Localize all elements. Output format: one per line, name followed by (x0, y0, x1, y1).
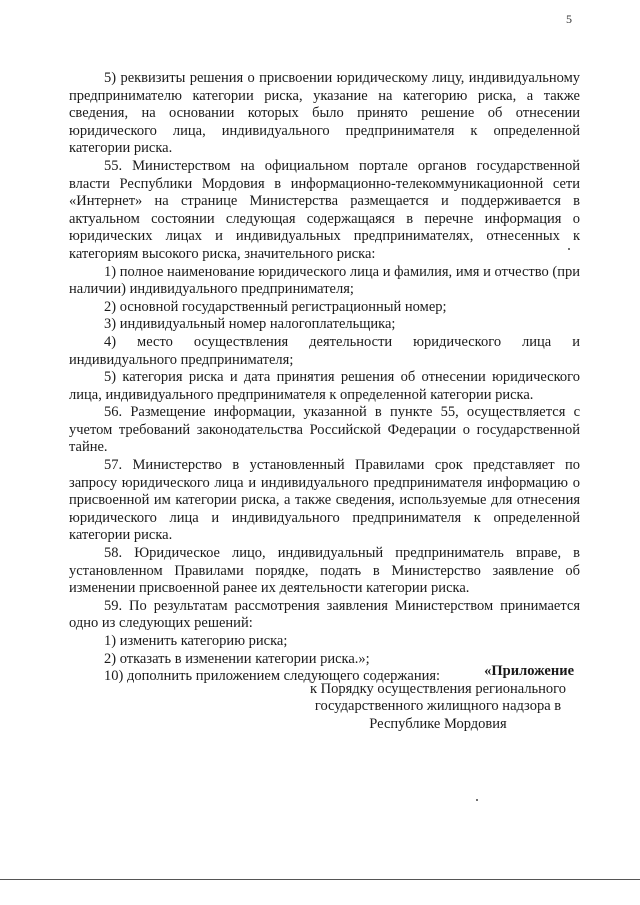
list-item-inn: 3) индивидуальный номер налогоплательщика; (104, 316, 396, 333)
paragraph-55: 55. Министерством на официальном портале органов государственной власти Республики Мордовия в информационно-телекоммуникационной сети «Интернет» на странице Министерства размещается и поддерживается в актуальном состоянии следующая содержащаяся в перечне информация о юридических лицах и индивидуальных предпринимателях, отнесенных к категориям высокого риска, значительного риска: (69, 157, 580, 262)
appendix-title: «Приложение (484, 663, 574, 679)
list-item-place: 4) место осуществления деятельности юридического лица и индивидуального предпринимателя; (69, 333, 580, 368)
scan-edge-line (0, 879, 640, 880)
amendment-item-10: 10) дополнить приложением следующего содержания: (104, 668, 441, 685)
appendix-line-3: Республике Мордовия (369, 715, 507, 732)
paragraph-57: 57. Министерство в установленный Правилами срок представляет по запросу юридического лица и индивидуального предпринимателя информацию о присвоенной им категории риска, а также сведения, используемые для отнесения юридического лица и индивидуального предпринимателя к определенной категории риска. (69, 457, 580, 544)
decision-item-refuse: 2) отказать в изменении категории риска.»; (104, 650, 370, 667)
paragraph-58: 58. Юридическое лицо, индивидуальный предприниматель вправе, в установленном Правилами порядке, подать в Министерство заявление об изменении присвоенной ранее их деятельности категории риска. (69, 545, 580, 597)
paragraph-requisites: 5) реквизиты решения о присвоении юридическому лицу, индивидуальному предпринимателю категории риска, указание на категорию риска, а также сведения, на основании которых было принято решение об отнесении юридического лица, индивидуального предпринимателя к определенной категории риска. (69, 70, 580, 157)
appendix-heading (288, 663, 588, 733)
scan-speck (568, 248, 570, 250)
list-item-risk-category: 5) категория риска и дата принятия решения об отнесении юридического лица, индивидуального предпринимателя к определенной категории риска. (69, 369, 580, 403)
page-number: 5 (566, 12, 572, 26)
appendix-line-2: государственного жилищного надзора в (314, 698, 562, 715)
paragraph-56: 56. Размещение информации, указанной в пункте 55, осуществляется с учетом требований законодательства Российской Федерации о государственной тайне. (69, 404, 580, 456)
scan-speck (476, 799, 478, 801)
paragraph-59: 59. По результатам рассмотрения заявления Министерством принимается одно из следующих решений: (69, 597, 580, 632)
list-item-ogrn: 2) основной государственный регистрационный номер; (104, 298, 447, 315)
document-body (69, 70, 580, 686)
appendix-line-1: к Порядку осуществления регионального (309, 680, 567, 697)
decision-item-change: 1) изменить категорию риска; (104, 633, 288, 649)
list-item-full-name: 1) полное наименование юридического лица и фамилия, имя и отчество (при наличии) индивидуального предпринимателя; (69, 263, 580, 298)
